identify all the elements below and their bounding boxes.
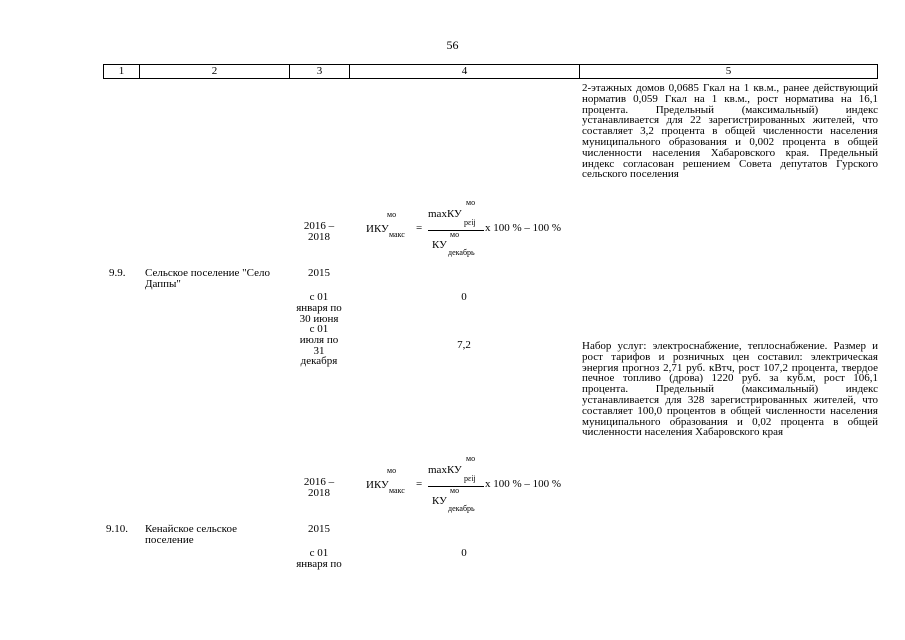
formula-num-sub: pείj: [464, 218, 476, 227]
header-col-5: 5: [725, 65, 732, 77]
formula-lhs: ИКУ: [366, 479, 389, 491]
prev-row-period: 2016 – 2018: [303, 220, 335, 243]
header-col-2: 2: [140, 65, 290, 78]
row-9-9-period-1: с 01 января по 30 июня: [296, 291, 342, 325]
formula-1: [360, 198, 600, 260]
row-9-10-name: Кенайское сельское поселение: [145, 523, 237, 546]
formula-num-sup: мо: [466, 198, 476, 207]
formula-tail: x 100 % – 100 %: [485, 222, 562, 234]
row-9-9-number: 9.9.: [109, 267, 126, 279]
row-9-9-value-1: 0: [461, 291, 467, 303]
row-9-9-year: 2015: [308, 267, 330, 279]
row-9-10-year: 2015: [308, 523, 330, 535]
header-col-1: 1: [104, 65, 140, 78]
row-9-9-period-2: с 01 июля по 31 декабря: [299, 323, 339, 368]
formula-lhs-sub: макс: [389, 230, 405, 239]
row-9-9-description: Набор услуг: электроснабжение, теплоснабжение. Размер и рост тарифов и розничных цен составил: электрическая энергия прогноз 2,71 руб. кВтч, рост 107,2 процента, твердое печное топливо (дрова) 1220 руб. за куб.м, рост 106,1 процента. Предельный (максимальный) индекс устанавливается для 328 зарегистрированных жителей, что составляет 100,0 процентов в общей численности населения муниципального образования и 0,02 процента в общей численности населения Хабаровского края: [582, 340, 878, 439]
row-9-10-number: 9.10.: [106, 523, 128, 535]
formula-lhs-sup: мо: [387, 210, 397, 219]
formula-eq: =: [416, 478, 423, 490]
prev-row-description: 2-этажных домов 0,0685 Гкал на 1 кв.м., ранее действующий норматив 0,059 Гкал на 1 кв.м., рост норматива на 16,1 процента. Предельный (максимальный) индекс устанавливается для 22 зарегистрированных жителей, что составляет 3,2 процента в общей численности населения муниципального образования и 0,002 процента в общей численности населения Хабаровского края. Предельный индекс согласован решением Совета депутатов Гурского сельского поселения: [582, 82, 878, 181]
header-col-3: 3: [290, 65, 350, 78]
formula-2: [360, 454, 600, 516]
row-9-9-value-2: 7,2: [457, 339, 471, 351]
formula-den-sup: мо: [450, 230, 460, 239]
formula-lhs: ИКУ: [366, 223, 389, 235]
formula-num: maxКУ: [428, 464, 462, 476]
formula-num-sup: мо: [466, 454, 476, 463]
formula-num-sub: pείj: [464, 474, 476, 483]
row-9-9-name: Сельское поселение "Село Даппы": [145, 267, 270, 290]
table-header: [103, 64, 878, 79]
header-col-4: 4: [350, 65, 580, 78]
formula-den-sub: декабрь: [448, 504, 475, 513]
formula-lhs-sup: мо: [387, 466, 397, 475]
formula-den-sub: декабрь: [448, 248, 475, 257]
formula-num: maxКУ: [428, 208, 462, 220]
formula-lhs-sub: макс: [389, 486, 405, 495]
row-9-9-period-3: 2016 – 2018: [303, 476, 335, 499]
row-9-10-period-1: с 01 января по: [296, 547, 342, 570]
page-number: 56: [446, 38, 459, 52]
formula-den: КУ: [432, 239, 447, 251]
formula-tail: x 100 % – 100 %: [485, 478, 562, 490]
formula-den: КУ: [432, 495, 447, 507]
formula-eq: =: [416, 222, 423, 234]
row-9-10-value-1: 0: [461, 547, 467, 559]
formula-den-sup: мо: [450, 486, 460, 495]
